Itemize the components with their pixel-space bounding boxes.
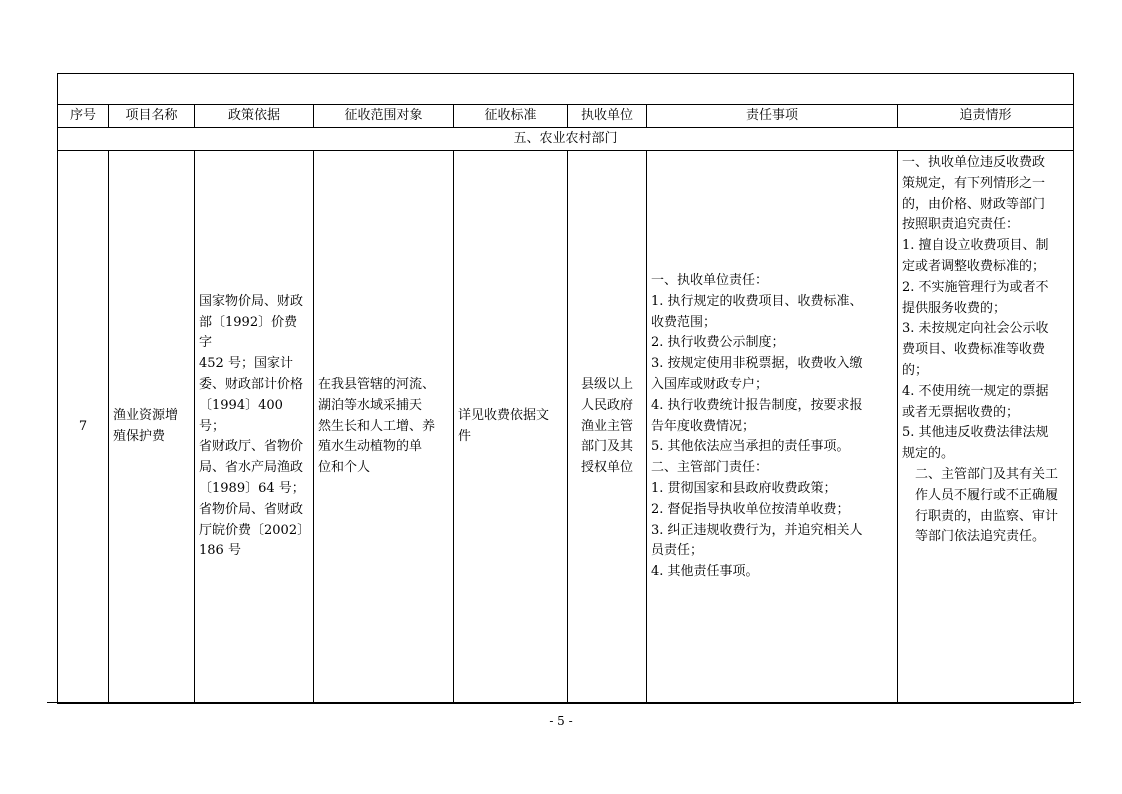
cell-line: 1. 擅自设立收费项目、制 — [902, 238, 1049, 254]
cell-line: 提供服务收费的； — [902, 300, 1007, 316]
bottom-rule — [47, 702, 1081, 703]
header-responsibilities: 责任事项 — [647, 105, 898, 128]
cell-line: 渔业主管 — [580, 418, 633, 434]
cell-line: 费项目、收费标准等收费 — [902, 342, 1046, 358]
row-index: 7 — [58, 151, 109, 704]
cell-line: 人民政府 — [580, 397, 633, 413]
cell-line: 告年度收费情况； — [651, 418, 756, 434]
table-header-row — [58, 105, 1074, 128]
page-number: - 5 - — [549, 714, 573, 728]
cell-line: 二、主管部门责任： — [651, 460, 769, 476]
cell-line: 2. 督促指导执收单位按清单收费； — [651, 501, 850, 517]
fee-responsibility-table — [57, 73, 1074, 704]
cell-line: 部〔1992〕价费字 — [199, 314, 298, 351]
cell-line: 4. 执行收费统计报告制度，按要求报 — [651, 397, 863, 413]
cell-line: 湖泊等水域采捕天 — [318, 397, 423, 413]
cell-line: 授权单位 — [580, 460, 633, 476]
cell-line: 〔1994〕400 号； — [199, 397, 283, 434]
section-title: 五、农业农村部门 — [58, 128, 1074, 151]
cell-line: 3. 按规定使用非税票据，收费收入缴 — [651, 356, 863, 372]
cell-line: 二、主管部门及其有关工 — [902, 466, 1059, 482]
row-scope — [314, 151, 454, 704]
cell-line: 186 号 — [199, 543, 241, 559]
cell-line: 定或者调整收费标准的； — [902, 258, 1046, 274]
row-responsibilities — [647, 151, 898, 704]
cell-line: 员责任； — [651, 543, 704, 559]
cell-line: 5. 其他依法应当承担的责任事项。 — [651, 439, 850, 455]
row-collecting-unit — [568, 151, 647, 704]
cell-line: 局、省水产局渔政 — [199, 460, 304, 476]
cell-line: 的，由价格、财政等部门 — [902, 196, 1046, 212]
cell-line: 省物价局、省财政 — [199, 501, 304, 517]
header-policy-basis: 政策依据 — [195, 105, 314, 128]
cell-line: 委、财政部计价格 — [199, 377, 304, 392]
cell-line: 殖水生动植物的单 — [318, 439, 423, 455]
table-row — [58, 151, 1074, 704]
cell-line: 2. 执行收费公示制度； — [651, 335, 785, 351]
section-row — [58, 128, 1074, 151]
row-policy-basis — [195, 151, 314, 704]
row-accountability — [898, 151, 1074, 704]
cell-line: 1. 贯彻国家和县政府收费政策； — [651, 480, 837, 496]
cell-line: 部门及其 — [580, 439, 633, 455]
cell-line: 5. 其他违反收费法律法规 — [902, 425, 1049, 441]
cell-line: 3. 未按规定向社会公示收 — [902, 321, 1049, 337]
cell-line: 4. 其他责任事项。 — [651, 564, 759, 580]
cell-line: 在我县管辖的河流、 — [318, 377, 436, 392]
cell-line: 收费范围； — [651, 314, 717, 330]
header-index: 序号 — [58, 105, 109, 128]
cell-line: 或者无票据收费的； — [902, 404, 1020, 420]
cell-line: 厅皖价费〔2002〕 — [199, 522, 311, 538]
cell-line: 件 — [458, 429, 472, 444]
cell-line: 详见收费依据文 — [458, 408, 550, 424]
cell-line: 等部门依法追究责任。 — [902, 529, 1046, 545]
cell-line: 然生长和人工增、养 — [318, 418, 436, 434]
header-standard: 征收标准 — [454, 105, 568, 128]
cell-line: 规定的。 — [902, 446, 955, 462]
row-standard — [454, 151, 568, 704]
cell-line: 2. 不实施管理行为或者不 — [902, 279, 1049, 295]
cell-line: 县级以上 — [580, 377, 633, 392]
header-scope: 征收范围对象 — [314, 105, 454, 128]
blank-title-cell — [58, 74, 1074, 105]
cell-line: 按照职责追究责任： — [902, 217, 1020, 233]
cell-line: 4. 不使用统一规定的票据 — [902, 383, 1049, 399]
cell-line: 452 号；国家计 — [199, 356, 293, 372]
header-accountability: 追责情形 — [898, 105, 1074, 128]
cell-line: 1. 执行规定的收费项目、收费标准、 — [651, 293, 863, 309]
blank-title-row — [58, 74, 1074, 105]
cell-line: 3. 纠正违规收费行为，并追究相关人 — [651, 522, 863, 538]
cell-line: 的； — [902, 362, 929, 378]
header-collecting-unit: 执收单位 — [568, 105, 647, 128]
row-item-name: 渔业资源增殖保护费 — [109, 151, 195, 704]
header-item-name: 项目名称 — [109, 105, 195, 128]
cell-line: 位和个人 — [318, 460, 371, 476]
cell-line: 〔1989〕64 号； — [199, 480, 305, 496]
cell-line: 省财政厅、省物价 — [199, 439, 304, 455]
cell-line: 国家物价局、财政 — [199, 293, 304, 309]
cell-line: 一、执收单位责任： — [651, 273, 769, 289]
cell-line: 策规定，有下列情形之一 — [902, 175, 1046, 191]
cell-line: 行职责的，由监察、审计 — [902, 508, 1059, 524]
cell-line: 一、执收单位违反收费政 — [902, 155, 1046, 170]
cell-line: 入国库或财政专户； — [651, 377, 769, 392]
cell-line: 作人员不履行或不正确履 — [902, 487, 1059, 503]
